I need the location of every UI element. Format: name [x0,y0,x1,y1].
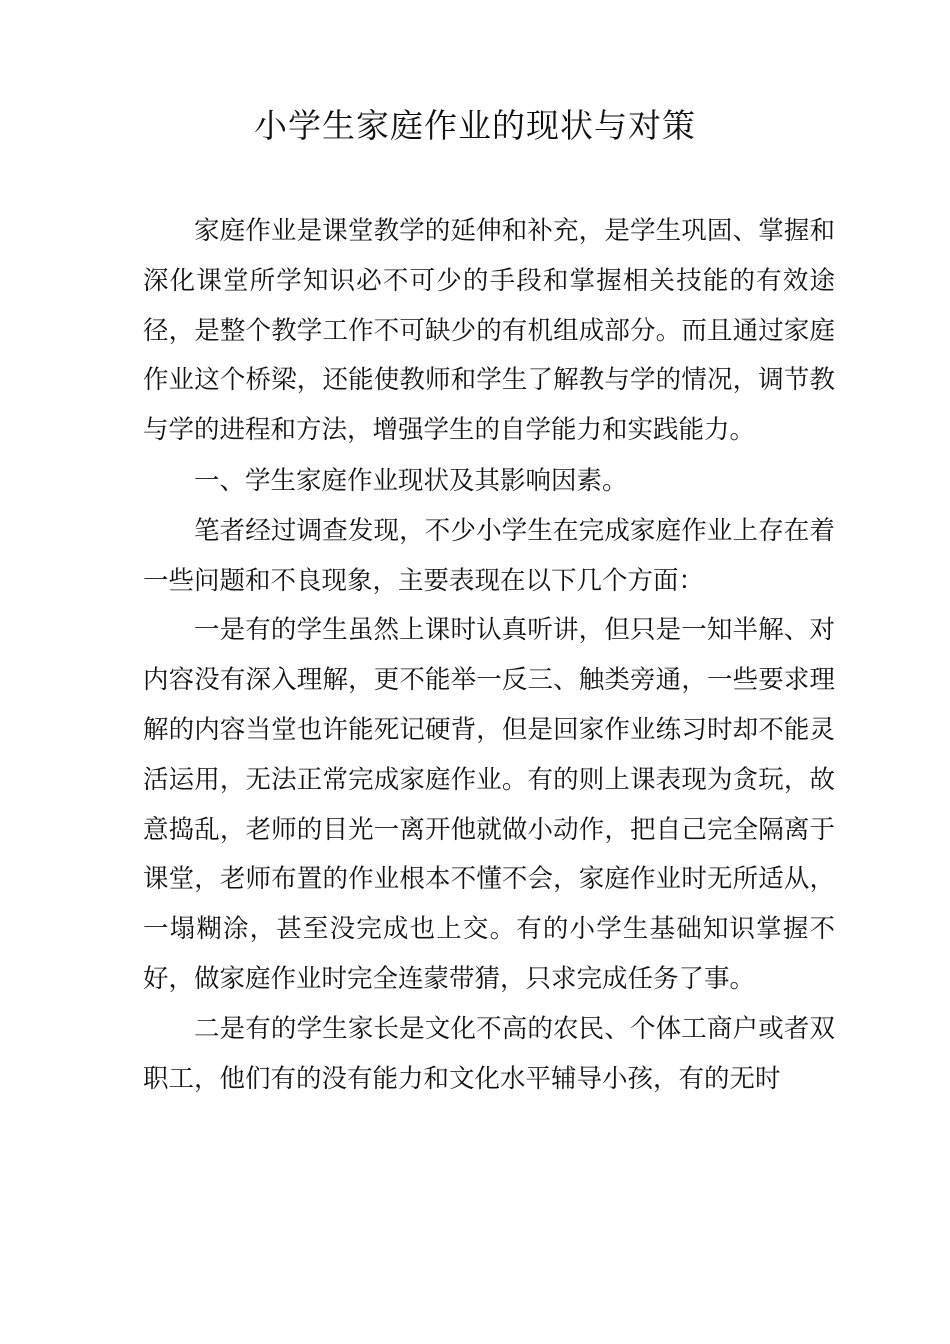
document-title: 小学生家庭作业的现状与对策 [254,106,696,145]
paragraph-survey: 笔者经过调查发现，不少小学生在完成家庭作业上存在着一些问题和不良现象，主要表现在以下几个方面： [143,515,835,596]
paragraph-intro: 家庭作业是课堂教学的延伸和补充，是学生巩固、掌握和深化课堂所学知识必不可少的手段和掌握相关技能的有效途径，是整个教学工作不可缺少的有机组成部分。而且通过家庭作业这个桥梁，还能使教师和学生了解教与学的情况，调节教与学的进程和方法，增强学生的自学能力和实践能力。 [143,216,835,446]
document-body [143,207,835,1104]
section-heading: 一、学生家庭作业现状及其影响因素。 [194,465,628,496]
paragraph-point-one: 一是有的学生虽然上课时认真听讲，但只是一知半解、对内容没有深入理解，更不能举一反三、触类旁通，一些要求理解的内容当堂也许能死记硬背，但是回家作业练习时却不能灵活运用，无法正常完成家庭作业。有的则上课表现为贪玩，故意捣乱，老师的目光一离开他就做小动作，把自己完全隔离于课堂，老师布置的作业根本不懂不会，家庭作业时无所适从，一塌糊涂，甚至没完成也上交。有的小学生基础知识掌握不好，做家庭作业时完全连蒙带猜，只求完成任务了事。 [143,615,835,994]
paragraph-point-two: 二是有的学生家长是文化不高的农民、个体工商户或者双职工，他们有的没有能力和文化水平辅导小孩，有的无时 [143,1013,835,1094]
